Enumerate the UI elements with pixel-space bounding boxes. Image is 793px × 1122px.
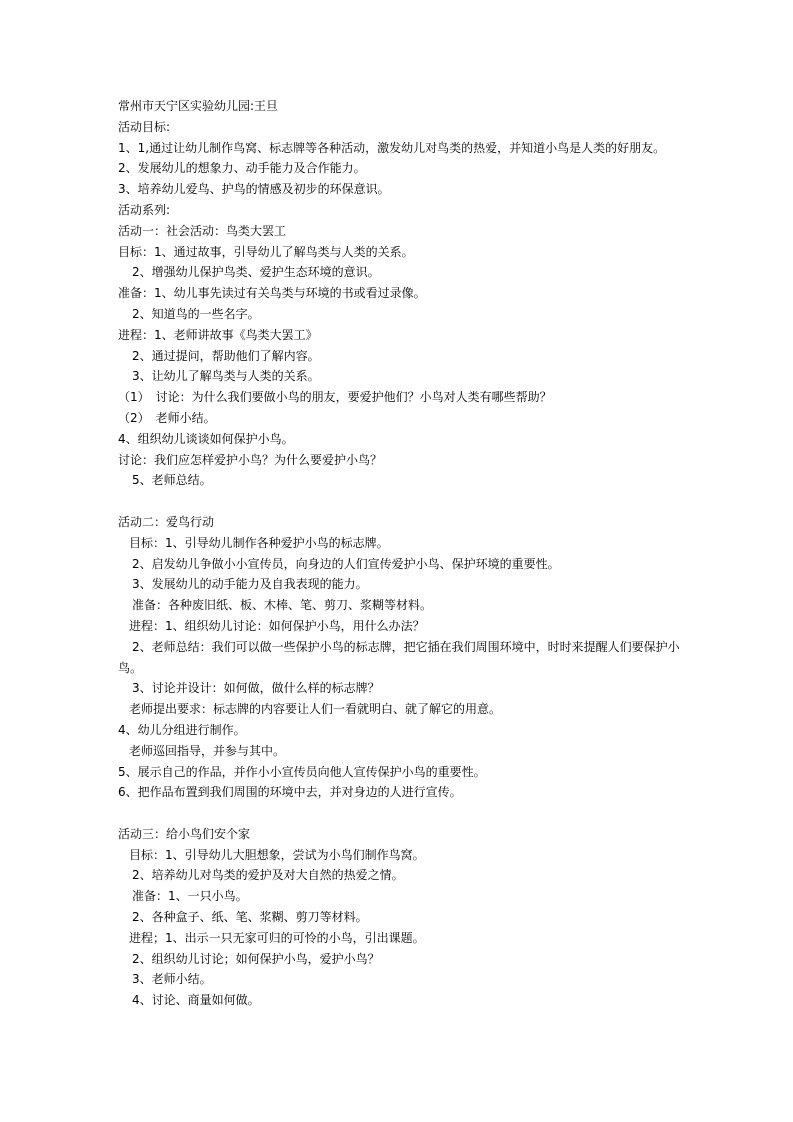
activity3-line: 进程；1、出示一只无家可归的可怜的小鸟，引出课题。 [129,930,425,945]
activity1-line: 准备：1、幼儿事先读过有关鸟类与环境的书或看过录像。 [118,286,426,301]
goal-item: 3、培养幼儿爱鸟、护鸟的情感及初步的环保意识。 [118,182,390,197]
activity1-line: 2、知道鸟的一些名字。 [132,306,260,321]
goals-heading: 活动目标: [118,119,171,134]
activity2-line: 5、展示自己的作品，并作小小宣传员向他人宣传保护小鸟的重要性。 [118,764,486,779]
activity2-line: 准备：各种废旧纸、板、木棒、笔、剪刀、浆糊等材料。 [132,598,433,613]
activity1-title: 活动一：社会活动：鸟类大罢工 [118,223,287,238]
activity2-line: 6、把作品布置到我们周围的环境中去，并对身边的人进行宣传。 [118,785,462,800]
activity3-line: 2、组织幼儿讨论；如何保护小鸟，爱护小鸟？ [132,951,380,966]
activity3-line: 4、讨论、商量如何做。 [132,993,260,1008]
activity2-line: 2、启发幼儿争做小小宣传员，向身边的人们宣传爱护小鸟、保护环境的重要性。 [132,556,560,571]
activity3-line: 准备：1、一只小鸟。 [132,889,248,904]
activity2-line: 鸟。 [118,660,143,675]
activity1-line: 讨论：我们应怎样爱护小鸟？为什么要爱护小鸟？ [118,452,383,467]
goal-item: 1、1,通过让幼儿制作鸟窝、标志牌等各种活动，激发幼儿对鸟类的热爱，并知道小鸟是人类的好朋友。 [118,140,666,155]
author-line: 常州市天宁区实验幼儿园:王旦 [118,99,279,113]
activity2-line: 老师巡回指导，并参与其中。 [129,743,286,758]
activity1-line: 4、组织幼儿谈谈如何保护小鸟。 [118,431,294,446]
activity2-line: 3、讨论并设计：如何做，做什么样的标志牌？ [132,681,380,696]
goal-item: 2、发展幼儿的想象力、动手能力及合作能力。 [118,161,366,176]
activity1-line: 进程：1、老师讲故事《鸟类大罢工》 [118,327,318,342]
activity2-title: 活动二：爱鸟行动 [118,514,215,529]
activity1-line: 2、增强幼儿保护鸟类、爱护生态环境的意识。 [132,265,380,280]
activity3-line: 3、老师小结。 [132,972,212,987]
activity2-line: 4、幼儿分组进行制作。 [118,722,246,737]
activity1-line: 5、老师总结。 [132,473,212,488]
activity1-line: （2） 老师小结。 [118,410,216,425]
activity1-line: （1） 讨论：为什么我们要做小鸟的朋友，要爱护他们？小鸟对人类有哪些帮助？ [118,390,552,405]
activity3-line: 2、培养幼儿对鸟类的爱护及对大自然的热爱之情。 [132,868,404,883]
section-gap [0,803,793,824]
activity1-line: 3、让幼儿了解鸟类与人类的关系。 [132,369,320,384]
activity3-line: 目标：1、引导幼儿大胆想象，尝试为小鸟们制作鸟窝。 [129,847,425,862]
activity2-line: 老师提出要求：标志牌的内容要让人们一看就明白、就了解它的用意。 [129,702,502,717]
activity2-line: 2、老师总结：我们可以做一些保护小鸟的标志牌，把它插在我们周围环境中，时时来提醒人们要保护小 [132,639,680,654]
series-heading: 活动系列: [118,202,171,217]
activity2-line: 目标：1、引导幼儿制作各种爱护小鸟的标志牌。 [129,535,389,550]
activity1-line: 目标：1、通过故事，引导幼儿了解鸟类与人类的关系。 [118,244,414,259]
activity3-title: 活动三：给小鸟们安个家 [118,826,251,841]
activity3-line: 2、各种盒子、纸、笔、浆糊、剪刀等材料。 [132,910,368,925]
document-body [0,96,793,1011]
activity2-line: 3、发展幼儿的动手能力及自我表现的能力。 [132,577,368,592]
section-gap [0,491,793,512]
activity2-line: 进程：1、组织幼儿讨论：如何保护小鸟，用什么办法？ [129,618,425,633]
activity1-line: 2、通过提问，帮助他们了解内容。 [132,348,320,363]
